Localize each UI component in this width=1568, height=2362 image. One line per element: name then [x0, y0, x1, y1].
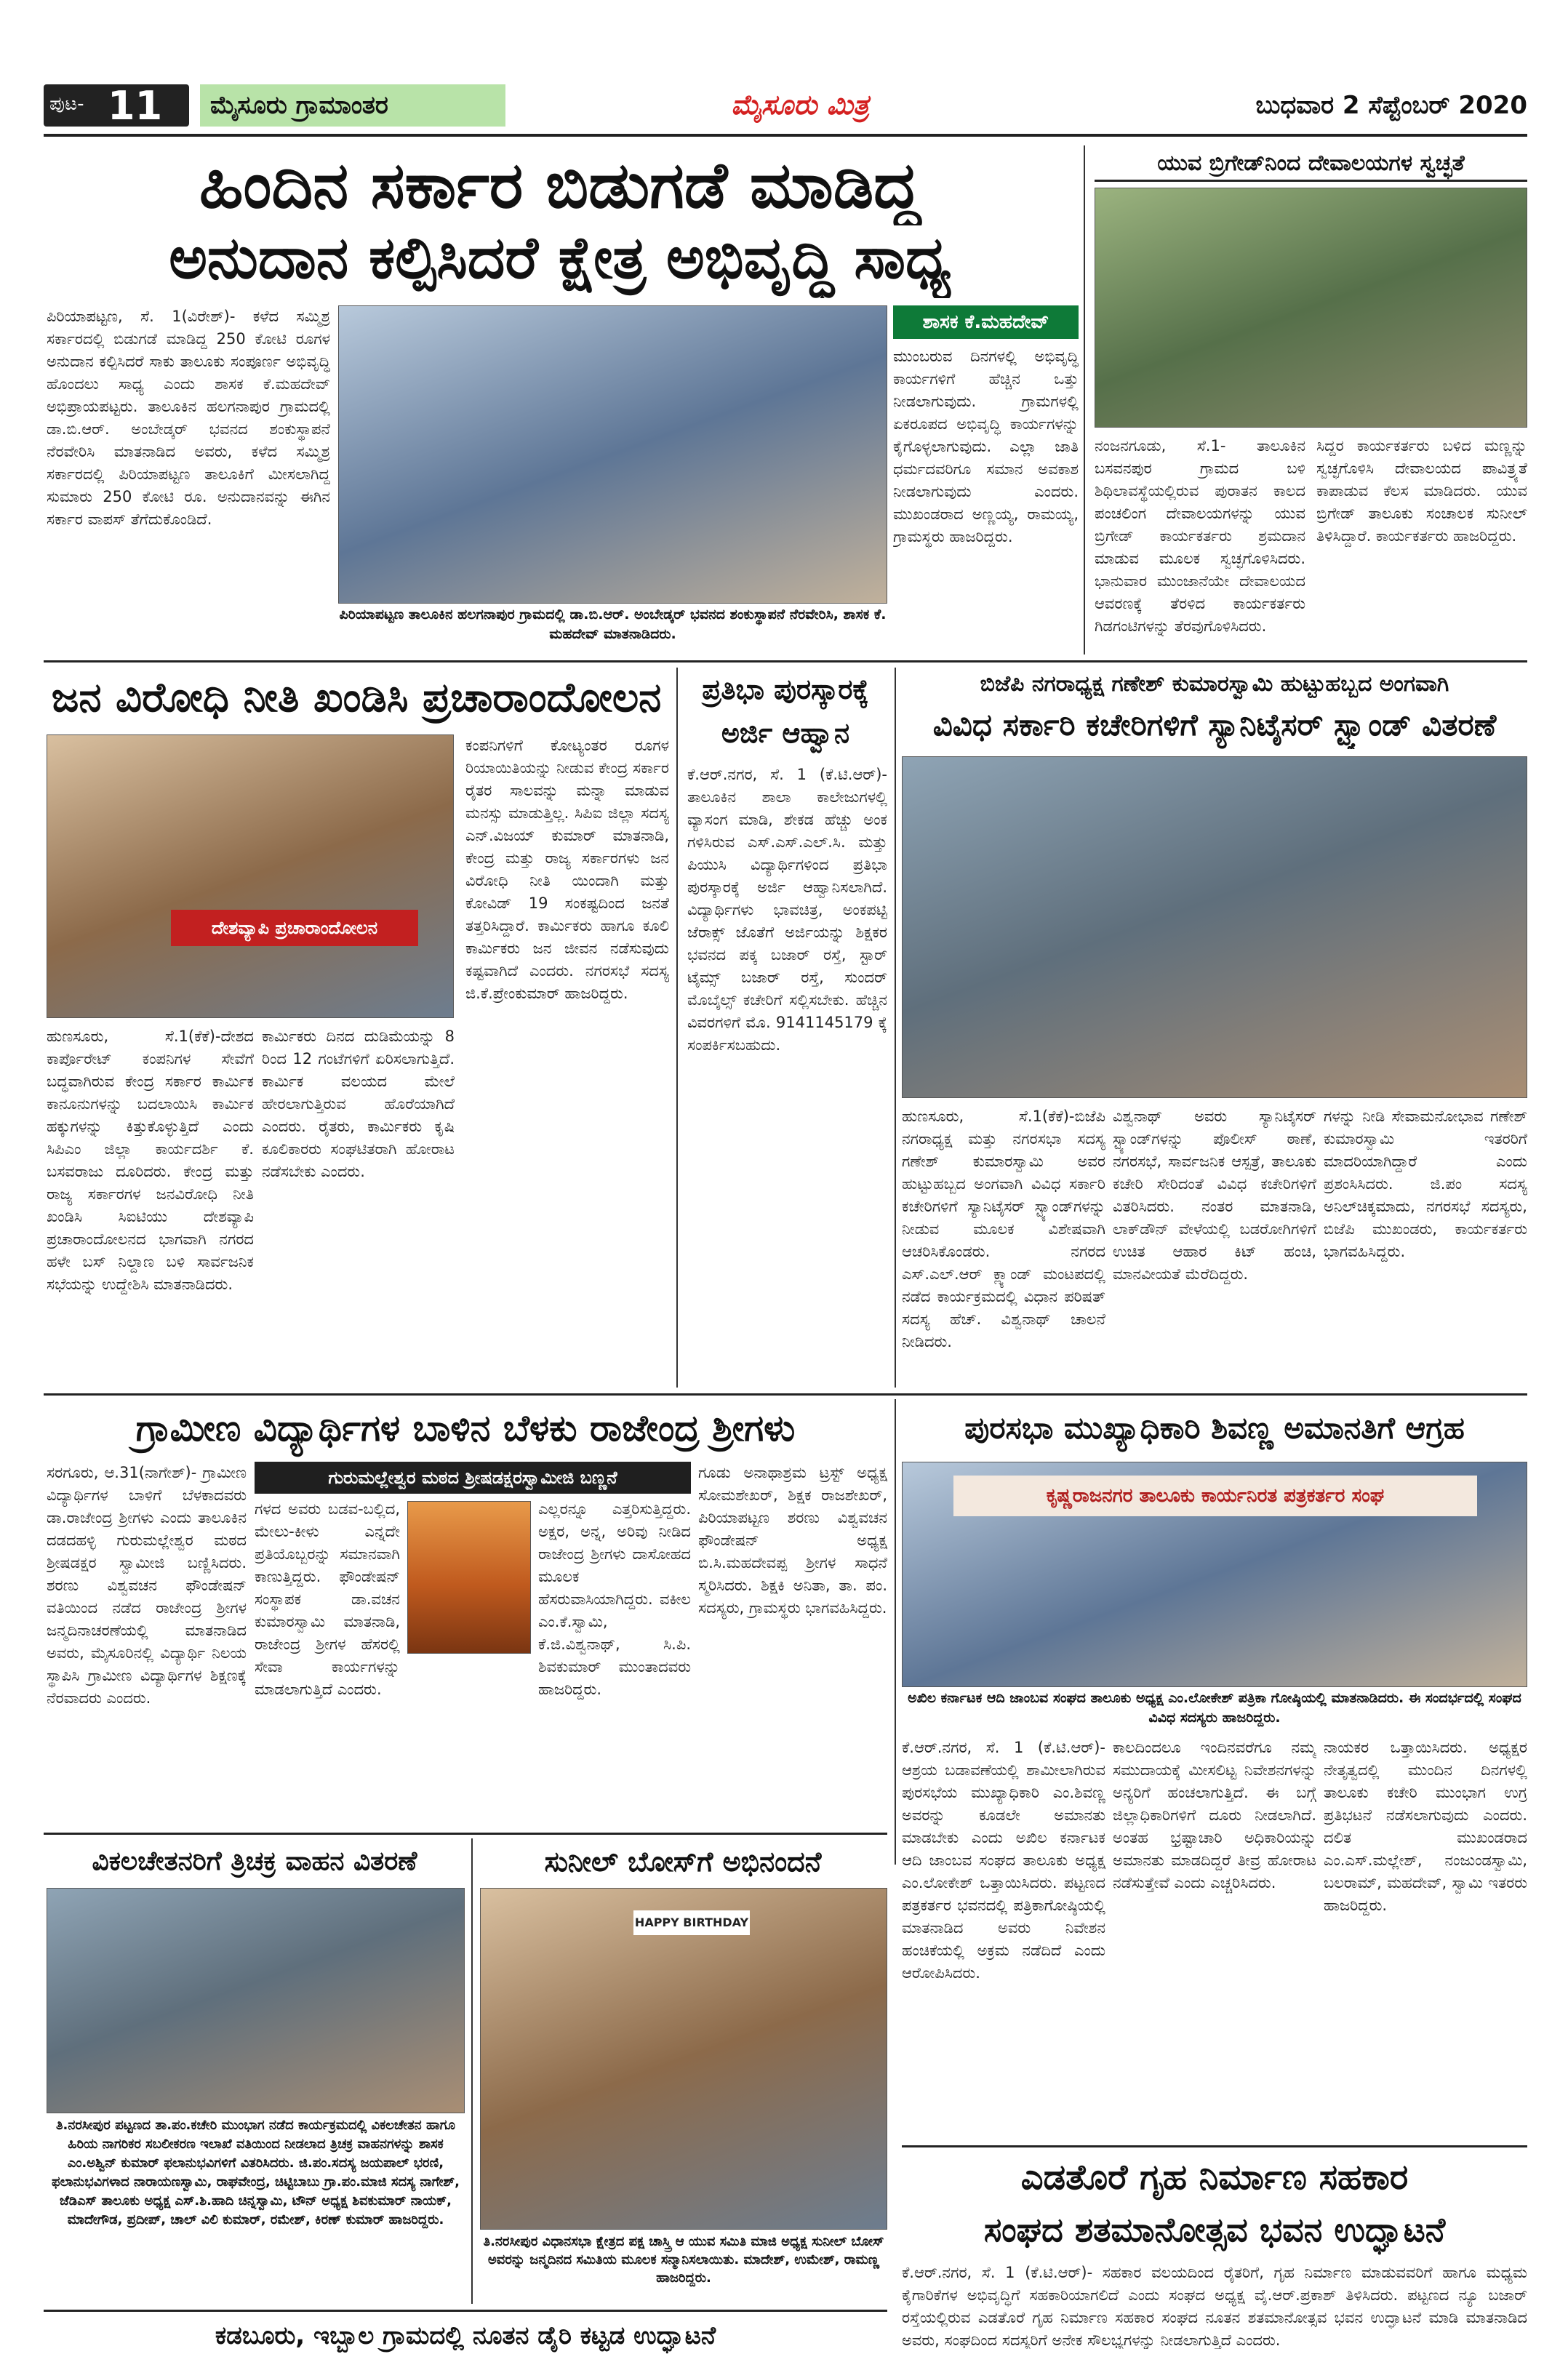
section-rule-5: [44, 2310, 887, 2312]
story2-temple-photo: [1095, 188, 1527, 428]
story7-headline: ಪುರಸಭಾ ಮುಖ್ಯಾಧಿಕಾರಿ ಶಿವಣ್ಣ ಅಮಾನತಿಗೆ ಆಗ್ರಹ: [964, 1410, 1465, 1446]
story6-headline: ಗ್ರಾಮೀಣ ವಿದ್ಯಾರ್ಥಿಗಳ ಬಾಳಿನ ಬೆಳಕು ರಾಜೇಂದ್ರ ಶ್ರೀಗಳು: [135, 1407, 796, 1449]
story10-headline-line2: ಸಂಘದ ಶತಮಾನೋತ್ಸವ ಭವನ ಉದ್ಘಾಟನೆ: [983, 2210, 1446, 2249]
masthead-rule: [44, 134, 1527, 137]
story7-caption: ಅಖಿಲ ಕರ್ನಾಟಕ ಆದಿ ಜಾಂಬವ ಸಂಘದ ತಾಲೂಕು ಅಧ್ಯಕ್ಷ ಎಂ.ಲೋಕೇಶ್ ಪತ್ರಿಕಾ ಗೋಷ್ಠಿಯಲ್ಲಿ ಮಾತನಾಡಿದರು. ಈ ಸಂದರ್ಭದಲ್ಲಿ ಸಂಘದ ವಿವಿಧ ಸದಸ್ಯರು ಹಾಜರಿದ್ದರು.: [908, 1690, 1521, 1726]
story7-banner-sign: ಕೃಷ್ಣರಾಜನಗರ ತಾಲೂಕು ಕಾರ್ಯನಿರತ ಪತ್ರಕರ್ತರ ಸಂಘ: [953, 1476, 1477, 1516]
story2-column-1: ನಂಜನಗೂಡು, ಸೆ.1- ತಾಲೂಕಿನ ಬಸವನಪುರ ಗ್ರಾಮದ ಬಳಿ ಶಿಥಿಲಾವಸ್ಥೆಯಲ್ಲಿರುವ ಪುರಾತನ ಕಾಲದ ಪಂಚಲಿಂಗ ದೇವಾಲಯಗಳನ್ನು ಯುವ ಬ್ರಿಗೇಡ್ ಕಾರ್ಯಕರ್ತರು ಶ್ರಮದಾನ ಮಾಡುವ ಮೂಲಕ ಸ್ವಚ್ಛಗೊಳಿಸಿದರು. ಭಾನುವಾರ ಮುಂಜಾನೆಯೇ ದೇವಾಲಯದ ಆವರಣಕ್ಕೆ ತೆರಳಿದ ಕಾರ್ಯಕರ್ತರು ಗಿಡಗಂಟಿಗಳನ್ನು ತೆರವುಗೊಳಿಸಿದರು.: [1095, 437, 1305, 635]
story1-headline-line2: ಅನುದಾನ ಕಲ್ಪಿಸಿದರೆ ಕ್ಷೇತ್ರ ಅಭಿವೃದ್ಧಿ ಸಾಧ್ಯ: [169, 224, 951, 292]
paper-name: ಮೈಸೂರು ಮಿತ್ರ: [731, 89, 869, 121]
story4-headline-line1: ಪ್ರತಿಭಾ ಪುರಸ್ಕಾರಕ್ಕೆ: [702, 673, 869, 705]
story8-tricycle-photo: [47, 1888, 465, 2113]
column-divider: [676, 668, 678, 1388]
story1-headline-line1: ಹಿಂದಿನ ಸರ್ಕಾರ ಬಿಡುಗಡೆ ಮಾಡಿದ್ದ: [199, 148, 921, 223]
story10-headline-line1: ಎಡತೊರೆ ಗೃಹ ನಿರ್ಮಾಣ ಸಹಕಾರ: [1020, 2157, 1409, 2198]
story4-body: ಕೆ.ಆರ್.ನಗರ, ಸೆ. 1 (ಕೆ.ಟಿ.ಆರ್)- ತಾಲೂಕಿನ ಶಾಲಾ ಕಾಲೇಜುಗಳಲ್ಲಿ ವ್ಯಾಸಂಗ ಮಾಡಿ, ಶೇಕಡ ಹೆಚ್ಚು ಅಂಕ ಗಳಿಸಿರುವ ಎಸ್.ಎಸ್.ಎಲ್.ಸಿ. ಮತ್ತು ಪಿಯುಸಿ ವಿದ್ಯಾರ್ಥಿಗಳಿಂದ ಪ್ರತಿಭಾ ಪುರಸ್ಕಾರಕ್ಕೆ ಅರ್ಜಿ ಆಹ್ವಾನಿಸಲಾಗಿದೆ. ವಿದ್ಯಾರ್ಥಿಗಳು ಭಾವಚಿತ್ರ, ಅಂಕಪಟ್ಟಿ ಜೆರಾಕ್ಸ್ ಜೊತೆಗೆ ಅರ್ಜಿಯನ್ನು ಶಿಕ್ಷಕರ ಭವನದ ಪಕ್ಕ ಬಜಾರ್ ರಸ್ತೆ, ಸ್ಟಾರ್ ಟೈಮ್ಸ್ ಬಜಾರ್ ರಸ್ತೆ, ಸುಂದರ್ ಮೊಬೈಲ್ಸ್ ಕಚೇರಿಗೆ ಸಲ್ಲಿಸಬೇಕು. ಹೆಚ್ಚಿನ ವಿವರಗಳಿಗೆ ಮೊ. 9141145179 ಕ್ಕೆ ಸಂಪರ್ಕಿಸಬಹುದು.: [687, 766, 887, 1054]
story1-column-1: ಪಿರಿಯಾಪಟ್ಟಣ, ಸೆ. 1(ವಿರೇಶ್)- ಕಳೆದ ಸಮ್ಮಿಶ್ರ ಸರ್ಕಾರದಲ್ಲಿ ಬಿಡುಗಡೆ ಮಾಡಿದ್ದ 250 ಕೋಟಿ ರೂಗಳ ಅನುದಾನ ಕಲ್ಪಿಸಿದರೆ ಸಾಕು ತಾಲೂಕು ಸಂಪೂರ್ಣ ಅಭಿವೃದ್ಧಿ ಹೊಂದಲು ಸಾಧ್ಯ ಎಂದು ಶಾಸಕ ಕೆ.ಮಹದೇವ್ ಅಭಿಪ್ರಾಯಪಟ್ಟರು. ತಾಲೂಕಿನ ಹಲಗನಾಪುರ ಗ್ರಾಮದಲ್ಲಿ ಡಾ.ಬಿ.ಆರ್. ಅಂಬೇಡ್ಕರ್ ಭವನದ ಶಂಕುಸ್ಥಾಪನೆ ನೆರವೇರಿಸಿ ಮಾತನಾಡಿದ ಅವರು, ಕಳೆದ ಸಮ್ಮಿಶ್ರ ಸರ್ಕಾರದಲ್ಲಿ ಪಿರಿಯಾಪಟ್ಟಣ ತಾಲೂಕಿಗೆ ಮೀಸಲಾಗಿದ್ದ ಸುಮಾರು 250 ಕೋಟಿ ರೂ. ಅನುದಾನವನ್ನು ಈಗಿನ ಸರ್ಕಾರ ವಾಪಸ್ ತೆಗೆದುಕೊಂಡಿದೆ.: [47, 308, 330, 528]
story1-caption: ಪಿರಿಯಾಪಟ್ಟಣ ತಾಲೂಕಿನ ಹಲಗನಾಪುರ ಗ್ರಾಮದಲ್ಲಿ ಡಾ.ಬಿ.ಆರ್. ಅಂಬೇಡ್ಕರ್ ಭವನದ ಶಂಕುಸ್ಥಾಪನೆ ನೆರವೇರಿಸಿ, ಶಾಸಕ ಕೆ. ಮಹದೇವ್ ಮಾತನಾಡಿದರು.: [339, 606, 887, 642]
story6-kicker: ಗುರುಮಲ್ಲೇಶ್ವರ ಮಠದ ಶ್ರೀಷಡಕ್ಷರಸ್ವಾಮೀಜಿ ಬಣ್ಣನೆ: [255, 1462, 691, 1494]
section-rule-4: [902, 2145, 1527, 2147]
story6-column-4: ಗೂಡು ಅನಾಥಾಶ್ರಮ ಟ್ರಸ್ಟ್ ಅಧ್ಯಕ್ಷ ಸೋಮಶೇಖರ್, ಶಿಕ್ಷಕ ರಾಜಶೇಖರ್, ಪಿರಿಯಾಪಟ್ಟಣ ಶರಣು ವಿಶ್ವವಚನ ಫೌಂಡೇಷನ್ ಅಧ್ಯಕ್ಷ ಬಿ.ಸಿ.ಮಹದೇವಪ್ಪ ಶ್ರೀಗಳ ಸಾಧನೆ ಸ್ಮರಿಸಿದರು. ಶಿಕ್ಷಕಿ ಅನಿತಾ, ತಾ. ಪಂ. ಸದಸ್ಯರು, ಗ್ರಾಮಸ್ಥರು ಭಾಗವಹಿಸಿದ್ದರು.: [698, 1464, 887, 1617]
story8-caption: ತಿ.ನರಸೀಪುರ ಪಟ್ಟಣದ ತಾ.ಪಂ.ಕಚೇರಿ ಮುಂಭಾಗ ನಡೆದ ಕಾರ್ಯಕ್ರಮದಲ್ಲಿ ವಿಕಲಚೇತನ ಹಾಗೂ ಹಿರಿಯ ನಾಗರಿಕರ ಸಬಲೀಕರಣ ಇಲಾಖೆ ವತಿಯಿಂದ ನೀಡಲಾದ ತ್ರಿಚಕ್ರ ವಾಹನಗಳನ್ನು ಶಾಸಕ ಎಂ.ಅಶ್ವಿನ್ ಕುಮಾರ್ ಫಲಾನುಭವಿಗಳಿಗೆ ವಿತರಿಸಿದರು. ಜಿ.ಪಂ.ಸದಸ್ಯ ಜಯಪಾಲ್ ಭರಣಿ, ಫಲಾನುಭವಿಗಳಾದ ನಾರಾಯಣಸ್ವಾಮಿ, ರಾಘವೇಂದ್ರ, ಚಿಟ್ಟಿಬಾಬು ಗ್ರಾ.ಪಂ.ಮಾಜಿ ಸದಸ್ಯ ನಾಗೇಶ್, ಜೆಡಿಎಸ್ ತಾಲೂಕು ಅಧ್ಯಕ್ಷ ಎಸ್.ಶಿ.ಹಾದಿ ಚಿನ್ನಸ್ವಾಮಿ, ಟೌನ್ ಅಧ್ಯಕ್ಷ ಶಿವಕುಮಾರ್ ನಾಯಕ್, ಮಾದೇಗೌಡ, ಪ್ರದೀಪ್, ಚಾಲ್ ವಿಲಿ ಕುಮಾರ್, ರಮೇಶ್, ಕಿರಣ್ ಕುಮಾರ್ ಹಾಜರಿದ್ದರು.: [52, 2118, 460, 2227]
story5-column-2: ವಿಶ್ವನಾಥ್ ಅವರು ಸ್ಯಾನಿಟೈಸರ್ ಸ್ಟ್ಯಾಂಡ್‌ಗಳನ್ನು ಪೊಲೀಸ್ ಠಾಣೆ, ನಗರಸಭೆ, ಸಾರ್ವಜನಿಕ ಆಸ್ಪತ್ರೆ, ತಾಲೂಕು ಕಚೇರಿ ಸೇರಿದಂತೆ ವಿವಿಧ ಕಚೇರಿಗಳಿಗೆ ವಿತರಿಸಿದರು. ನಂತರ ಮಾತನಾಡಿ, ಲಾಕ್‌ಡೌನ್ ವೇಳೆಯಲ್ಲಿ ಬಡರೋಗಿಗಳಿಗೆ ಉಚಿತ ಆಹಾರ ಕಿಟ್ ಹಂಚಿ, ಮಾನವೀಯತೆ ಮೆರೆದಿದ್ದರು.: [1113, 1108, 1316, 1283]
story5-headline-line1: ಬಿಜೆಪಿ ನಗರಾಧ್ಯಕ್ಷ ಗಣೇಶ್ ಕುಮಾರಸ್ವಾಮಿ ಹುಟ್ಟುಹಬ್ಬದ ಅಂಗವಾಗಿ: [980, 671, 1449, 697]
page-number: 11: [108, 83, 163, 129]
story8-headline: ವಿಕಲಚೇತನರಿಗೆ ತ್ರಿಚಕ್ರ ವಾಹನ ವಿತರಣೆ: [92, 1846, 417, 1876]
story1-right-column: ಮುಂಬರುವ ದಿನಗಳಲ್ಲಿ ಅಭಿವೃದ್ಧಿ ಕಾರ್ಯಗಳಿಗೆ ಹೆಚ್ಚಿನ ಒತ್ತು ನೀಡಲಾಗುವುದು. ಗ್ರಾಮಗಳಲ್ಲಿ ಏಕರೂಪದ ಅಭಿವೃದ್ಧಿ ಕಾರ್ಯಗಳನ್ನು ಕೈಗೊಳ್ಳಲಾಗುವುದು. ಎಲ್ಲಾ ಜಾತಿ ಧರ್ಮದವರಿಗೂ ಸಮಾನ ಅವಕಾಶ ನೀಡಲಾಗುವುದು ಎಂದರು. ಮುಖಂಡರಾದ ಅಣ್ಣಯ್ಯ, ರಾಮಯ್ಯ, ಗ್ರಾಮಸ್ಥರು ಹಾಜರಿದ್ದರು.: [893, 348, 1079, 545]
story6-column-1: ಸರಗೂರು, ಆ.31(ನಾಗೇಶ್)- ಗ್ರಾಮೀಣ ವಿದ್ಯಾರ್ಥಿಗಳ ಬಾಳಿಗೆ ಬೆಳಕಾದವರು ಡಾ.ರಾಜೇಂದ್ರ ಶ್ರೀಗಳು ಎಂದು ತಾಲೂಕಿನ ದಡದಹಳ್ಳಿ ಗುರುಮಲ್ಲೇಶ್ವರ ಮಠದ ಶ್ರೀಷಡಕ್ಷರ ಸ್ವಾಮೀಜಿ ಬಣ್ಣಿಸಿದರು. ಶರಣು ವಿಶ್ವವಚನ ಫೌಂಡೇಷನ್ ವತಿಯಿಂದ ನಡೆದ ರಾಜೇಂದ್ರ ಶ್ರೀಗಳ ಜನ್ಮದಿನಾಚರಣೆಯಲ್ಲಿ ಮಾತನಾಡಿದ ಅವರು, ಮೈಸೂರಿನಲ್ಲಿ ವಿದ್ಯಾರ್ಥಿ ನಿಲಯ ಸ್ಥಾಪಿಸಿ ಗ್ರಾಮೀಣ ವಿದ್ಯಾರ್ಥಿಗಳ ಶಿಕ್ಷಣಕ್ಕೆ ನೆರವಾದರು ಎಂದರು.: [47, 1464, 247, 1707]
column-divider: [895, 668, 896, 1388]
issue-date: ಬುಧವಾರ 2 ಸೆಪ್ಟೆಂಬರ್ 2020: [1255, 91, 1527, 120]
story3-column-2: ಕಾರ್ಮಿಕರು ದಿನದ ದುಡಿಮೆಯನ್ನು 8 ರಿಂದ 12 ಗಂಟೆಗಳಿಗೆ ಏರಿಸಲಾಗುತ್ತಿದೆ. ಕಾರ್ಮಿಕ ವಲಯದ ಮೇಲೆ ಹೇರಲಾಗುತ್ತಿರುವ ಹೊರೆಯಾಗಿದೆ ಎಂದರು. ರೈತರು, ಕಾರ್ಮಿಕರು ಕೃಷಿ ಕೂಲಿಕಾರರು ಸಂಘಟಿತರಾಗಿ ಹೋರಾಟ ನಡೆಸಬೇಕು ಎಂದರು.: [262, 1028, 455, 1180]
story7-column-3: ನಾಯಕರ ಒತ್ತಾಯಿಸಿದರು. ಅಧ್ಯಕ್ಷರ ನೇತೃತ್ವದಲ್ಲಿ ಮುಂದಿನ ದಿನಗಳಲ್ಲಿ ತಾಲೂಕು ಕಚೇರಿ ಮುಂಭಾಗ ಉಗ್ರ ಪ್ರತಿಭಟನೆ ನಡೆಸಲಾಗುವುದು ಎಂದರು. ದಲಿತ ಮುಖಂಡರಾದ ಎಂ.ಎಸ್.ಮಲ್ಲೇಶ್, ನಂಜುಂಡಸ್ವಾಮಿ, ಬಲರಾಮ್, ಮಹದೇವ್, ಸ್ವಾಮಿ ಇತರರು ಹಾಜರಿದ್ದರು.: [1324, 1739, 1527, 1914]
section-rule-3: [44, 1833, 887, 1835]
story9-cake-banner: HAPPY BIRTHDAY: [633, 1910, 750, 1935]
story2-headline: ಯುವ ಬ್ರಿಗೇಡ್‌ನಿಂದ ದೇವಾಲಯಗಳ ಸ್ವಚ್ಛತೆ: [1095, 145, 1527, 182]
story3-column-1: ಹುಣಸೂರು, ಸೆ.1(ಕೆಕೆ)-ದೇಶದ ಕಾರ್ಪೊರೇಟ್ ಕಂಪನಿಗಳ ಸೇವೆಗೆ ಬದ್ಧವಾಗಿರುವ ಕೇಂದ್ರ ಸರ್ಕಾರ ಕಾರ್ಮಿಕ ಕಾನೂನುಗಳನ್ನು ಬದಲಾಯಿಸಿ ಕಾರ್ಮಿಕ ಹಕ್ಕುಗಳನ್ನು ಕಿತ್ತುಕೊಳ್ಳುತ್ತಿದೆ ಎಂದು ಸಿಪಿಎಂ ಜಿಲ್ಲಾ ಕಾರ್ಯದರ್ಶಿ ಕೆ. ಬಸವರಾಜು ದೂರಿದರು. ಕೇಂದ್ರ ಮತ್ತು ರಾಜ್ಯ ಸರ್ಕಾರಗಳ ಜನವಿರೋಧಿ ನೀತಿ ಖಂಡಿಸಿ ಸಿಐಟಿಯು ದೇಶವ್ಯಾಪಿ ಪ್ರಚಾರಾಂದೋಲನದ ಭಾಗವಾಗಿ ನಗರದ ಹಳೇ ಬಸ್ ನಿಲ್ದಾಣ ಬಳಿ ಸಾರ್ವಜನಿಕ ಸಭೆಯನ್ನು ಉದ್ದೇಶಿಸಿ ಮಾತನಾಡಿದರು.: [47, 1028, 254, 1293]
story3-column-3: ಕಂಪನಿಗಳಿಗೆ ಕೋಟ್ಯಂತರ ರೂಗಳ ರಿಯಾಯಿತಿಯನ್ನು ನೀಡುವ ಕೇಂದ್ರ ಸರ್ಕಾರ ರೈತರ ಸಾಲವನ್ನು ಮನ್ನಾ ಮಾಡುವ ಮನಸ್ಸು ಮಾಡುತ್ತಿಲ್ಲ. ಸಿಪಿಐ ಜಿಲ್ಲಾ ಸದಸ್ಯ ಎನ್.ವಿಜಯ್ ಕುಮಾರ್ ಮಾತನಾಡಿ, ಕೇಂದ್ರ ಮತ್ತು ರಾಜ್ಯ ಸರ್ಕಾರಗಳು ಜನ ವಿರೋಧಿ ನೀತಿ ಯಿಂದಾಗಿ ಮತ್ತು ಕೋವಿಡ್ 19 ಸಂಕಷ್ಟದಿಂದ ಜನತೆ ತತ್ತರಿಸಿದ್ದಾರೆ. ಕಾರ್ಮಿಕರು ಹಾಗೂ ಕೂಲಿ ಕಾರ್ಮಿಕರು ಜನ ಜೀವನ ನಡೆಸುವುದು ಕಷ್ಟವಾಗಿದೆ ಎಂದರು. ನಗರಸಭೆ ಸದಸ್ಯ ಜಿ.ಕೆ.ಪ್ರೇಂಕುಮಾರ್ ಹಾಜರಿದ್ದರು.: [465, 737, 669, 1002]
story9-celebration-photo: [480, 1888, 887, 2230]
story4-headline-line2: ಅರ್ಜಿ ಆಹ್ವಾನ: [721, 717, 850, 749]
column-divider: [471, 1838, 473, 2304]
story7-press-meet-photo: [902, 1462, 1527, 1687]
story6-column-3: ಎಲ್ಲರನ್ನೂ ಎತ್ತರಿಸುತ್ತಿದ್ದರು. ಅಕ್ಷರ, ಅನ್ನ, ಅರಿವು ನೀಡಿದ ರಾಜೇಂದ್ರ ಶ್ರೀಗಳು ದಾಸೋಹದ ಮೂಲಕ ಹೆಸರುವಾಸಿಯಾಗಿದ್ದರು. ವಕೀಲ ಎಂ.ಕೆ.ಸ್ವಾಮಿ, ಕೆ.ಜಿ.ವಿಶ್ವನಾಥ್, ಸಿ.ಪಿ. ಶಿವಕುಮಾರ್ ಮುಂತಾದವರು ಹಾಜರಿದ್ದರು.: [538, 1500, 691, 1698]
page-label: ಪುಟ-: [49, 93, 84, 115]
story11-headline: ಕಡಬೂರು, ಇಬ್ಬಾಲ ಗ್ರಾಮದಲ್ಲಿ ನೂತನ ಡೈರಿ ಕಟ್ಟಡ ಉದ್ಘಾಟನೆ: [215, 2321, 716, 2350]
column-divider: [895, 1399, 896, 1865]
page-number-badge: [44, 84, 189, 127]
story3-headline: ಜನ ವಿರೋಧಿ ನೀತಿ ಖಂಡಿಸಿ ಪ್ರಚಾರಾಂದೋಲನ: [51, 674, 662, 721]
section-rule-2: [44, 1393, 1527, 1396]
story6-column-2: ಗಳದ ಅವರು ಬಡವ-ಬಲ್ಲಿದ, ಮೇಲು-ಕೀಳು ಎನ್ನದೇ ಪ್ರತಿಯೊಬ್ಬರನ್ನು ಸಮಾನವಾಗಿ ಕಾಣುತ್ತಿದ್ದರು. ಫೌಂಡೇಷನ್ ಸಂಸ್ಥಾಪಕ ಡಾ.ವಚನ ಕುಮಾರಸ್ವಾಮಿ ಮಾತನಾಡಿ, ರಾಜೇಂದ್ರ ಶ್ರೀಗಳ ಹೆಸರಲ್ಲಿ ಸೇವಾ ಕಾರ್ಯಗಳನ್ನು ಮಾಡಲಾಗುತ್ತಿದೆ ಎಂದರು.: [255, 1500, 400, 1698]
section-rule-1: [44, 660, 1527, 662]
story9-headline: ಸುನೀಲ್ ಬೋಸ್‌ಗೆ ಅಭಿನಂದನೆ: [544, 1846, 822, 1878]
section-name: ಮೈಸೂರು ಗ್ರಾಮಾಂತರ: [200, 84, 505, 127]
story5-column-1: ಹುಣಸೂರು, ಸೆ.1(ಕೆಕೆ)-ಬಿಜೆಪಿ ನಗರಾಧ್ಯಕ್ಷ ಮತ್ತು ನಗರಸಭಾ ಸದಸ್ಯ ಗಣೇಶ್ ಕುಮಾರಸ್ವಾಮಿ ಅವರ ಹುಟ್ಟುಹಬ್ಬದ ಅಂಗವಾಗಿ ವಿವಿಧ ಸರ್ಕಾರಿ ಕಚೇರಿಗಳಿಗೆ ಸ್ಯಾನಿಟೈಸರ್ ಸ್ಟ್ಯಾಂಡ್‌ಗಳನ್ನು ನೀಡುವ ಮೂಲಕ ವಿಶೇಷವಾಗಿ ಆಚರಿಸಿಕೊಂಡರು. ನಗರದ ಎಸ್.ಎಲ್.ಆರ್ ಕ್ಲ್ಯಾಂಡ್ ಮಂಟಪದಲ್ಲಿ ನಡೆದ ಕಾರ್ಯಕ್ರಮದಲ್ಲಿ ವಿಧಾನ ಪರಿಷತ್ ಸದಸ್ಯ ಹೆಚ್. ವಿಶ್ವನಾಥ್ ಚಾಲನೆ ನೀಡಿದರು.: [902, 1108, 1105, 1350]
story5-column-3: ಗಳನ್ನು ನೀಡಿ ಸೇವಾಮನೋಭಾವ ಗಣೇಶ್ ಕುಮಾರಸ್ವಾಮಿ ಇತರರಿಗೆ ಮಾದರಿಯಾಗಿದ್ದಾರೆ ಎಂದು ಪ್ರಶಂಸಿಸಿದರು. ಜಿ.ಪಂ ಸದಸ್ಯ ಅನಿಲ್‌ಚಿಕ್ಕಮಾದು, ನಗರಸಭೆ ಸದಸ್ಯರು, ಬಿಜೆಪಿ ಮುಖಂಡರು, ಕಾರ್ಯಕರ್ತರು ಭಾಗವಹಿಸಿದ್ದರು.: [1324, 1108, 1527, 1260]
story7-column-2: ಕಾಲದಿಂದಲೂ ಇಂದಿನವರೆಗೂ ನಮ್ಮ ಸಮುದಾಯಕ್ಕೆ ಮೀಸಲಿಟ್ಟ ನಿವೇಶನಗಳನ್ನು ಅನ್ಯರಿಗೆ ಹಂಚಲಾಗುತ್ತಿದೆ. ಈ ಬಗ್ಗೆ ಜಿಲ್ಲಾಧಿಕಾರಿಗಳಿಗೆ ದೂರು ನೀಡಲಾಗಿದೆ. ಅಂತಹ ಭ್ರಷ್ಟಾಚಾರಿ ಅಧಿಕಾರಿಯನ್ನು ಅಮಾನತು ಮಾಡದಿದ್ದರೆ ತೀವ್ರ ಹೋರಾಟ ನಡೆಸುತ್ತೇವೆ ಎಂದು ಎಚ್ಚರಿಸಿದರು.: [1113, 1739, 1316, 1891]
story3-protest-photo: [47, 734, 454, 1018]
masthead: [44, 80, 1527, 131]
story5-headline-line2: ವಿವಿಧ ಸರ್ಕಾರಿ ಕಚೇರಿಗಳಿಗೆ ಸ್ಯಾನಿಟೈಸರ್ ಸ್ಟ್ಯಾಂಡ್ ವಿತರಣೆ: [932, 707, 1497, 742]
story1-photo: [338, 305, 887, 604]
story1-kicker: ಶಾಸಕ ಕೆ.ಮಹದೇವ್: [893, 305, 1079, 339]
story3-protest-banner: ದೇಶವ್ಯಾಪಿ ಪ್ರಚಾರಾಂದೋಲನ: [171, 910, 418, 946]
story6-swamiji-portrait: [407, 1501, 531, 1654]
story2-column-2: ಸಿದ್ದರ ಕಾರ್ಯಕರ್ತರು ಬಳಿದ ಮಣ್ಣನ್ನು ಸ್ವಚ್ಛಗೊಳಿಸಿ ದೇವಾಲಯದ ಪಾವಿತ್ರ್ಯತೆ ಕಾಪಾಡುವ ಕೆಲಸ ಮಾಡಿದರು. ಯುವ ಬ್ರಿಗೇಡ್ ತಾಲೂಕು ಸಂಚಾಲಕ ಸುನೀಲ್ ತಿಳಿಸಿದ್ದಾರೆ. ಕಾರ್ಯಕರ್ತರು ಹಾಜರಿದ್ದರು.: [1316, 437, 1527, 545]
story7-column-1: ಕೆ.ಆರ್.ನಗರ, ಸೆ. 1 (ಕೆ.ಟಿ.ಆರ್)- ಆಶ್ರಯ ಬಡಾವಣೆಯಲ್ಲಿ ಶಾಮೀಲಾಗಿರುವ ಪುರಸಭೆಯ ಮುಖ್ಯಾಧಿಕಾರಿ ಎಂ.ಶಿವಣ್ಣ ಅವರನ್ನು ಕೂಡಲೇ ಅಮಾನತು ಮಾಡಬೇಕು ಎಂದು ಅಖಿಲ ಕರ್ನಾಟಕ ಆದಿ ಜಾಂಬವ ಸಂಘದ ತಾಲೂಕು ಅಧ್ಯಕ್ಷ ಎಂ.ಲೋಕೇಶ್ ಒತ್ತಾಯಿಸಿದರು. ಪಟ್ಟಣದ ಪತ್ರಕರ್ತರ ಭವನದಲ್ಲಿ ಪತ್ರಿಕಾಗೋಷ್ಠಿಯಲ್ಲಿ ಮಾತನಾಡಿದ ಅವರು ನಿವೇಶನ ಹಂಚಿಕೆಯಲ್ಲಿ ಅಕ್ರಮ ನಡೆದಿದೆ ಎಂದು ಆರೋಪಿಸಿದರು.: [902, 1739, 1105, 1982]
story5-photo: [902, 756, 1527, 1098]
story10-column-1: ಕೆ.ಆರ್.ನಗರ, ಸೆ. 1 (ಕೆ.ಟಿ.ಆರ್)- ಸಹಕಾರ ವಲಯದಿಂದ ರೈತರಿಗೆ, ಗೃಹ ನಿರ್ಮಾಣ ಮಾಡುವವರಿಗೆ ಹಾಗೂ ಮಧ್ಯಮ ಕೈಗಾರಿಕೆಗಳ ಅಭಿವೃದ್ಧಿಗೆ ಸಹಕಾರಿಯಾಗಲಿದೆ ಎಂದು ಸಂಘದ ಅಧ್ಯಕ್ಷ ವೈ.ಆರ್.ಪ್ರಕಾಶ್ ತಿಳಿಸಿದರು. ಪಟ್ಟಣದ ನ್ಯೂ ಬಜಾರ್ ರಸ್ತೆಯಲ್ಲಿರುವ ಎಡತೊರೆ ಗೃಹ ನಿರ್ಮಾಣ ಸಹಕಾರ ಸಂಘದ ನೂತನ ಶತಮಾನೋತ್ಸವ ಭವನ ಉದ್ಘಾಟನೆ ಮಾಡಿ ಮಾತನಾಡಿದ ಅವರು, ಸಂಘದಿಂದ ಸದಸ್ಯರಿಗೆ ಅನೇಕ ಸೌಲಭ್ಯಗಳನ್ನು ನೀಡಲಾಗುತ್ತಿದೆ ಎಂದರು.: [902, 2264, 1527, 2349]
story9-caption: ತಿ.ನರಸೀಪುರ ವಿಧಾನಸಭಾ ಕ್ಷೇತ್ರದ ಪಕ್ಷ ಚಾಸ್ತ್ರಿ ಆ ಯುವ ಸಮಿತಿ ಮಾಜಿ ಅಧ್ಯಕ್ಷ ಸುನೀಲ್ ಬೋಸ್ ಅವರನ್ನು ಜನ್ಮದಿನದ ಸಮಿತಿಯ ಮೂಲಕ ಸನ್ಮಾನಿಸಲಾಯಿತು. ಮಾದೇಶ್, ಉಮೇಶ್, ರಾಮಣ್ಣ ಹಾಜರಿದ್ದರು.: [483, 2234, 884, 2286]
column-divider: [1084, 145, 1085, 654]
